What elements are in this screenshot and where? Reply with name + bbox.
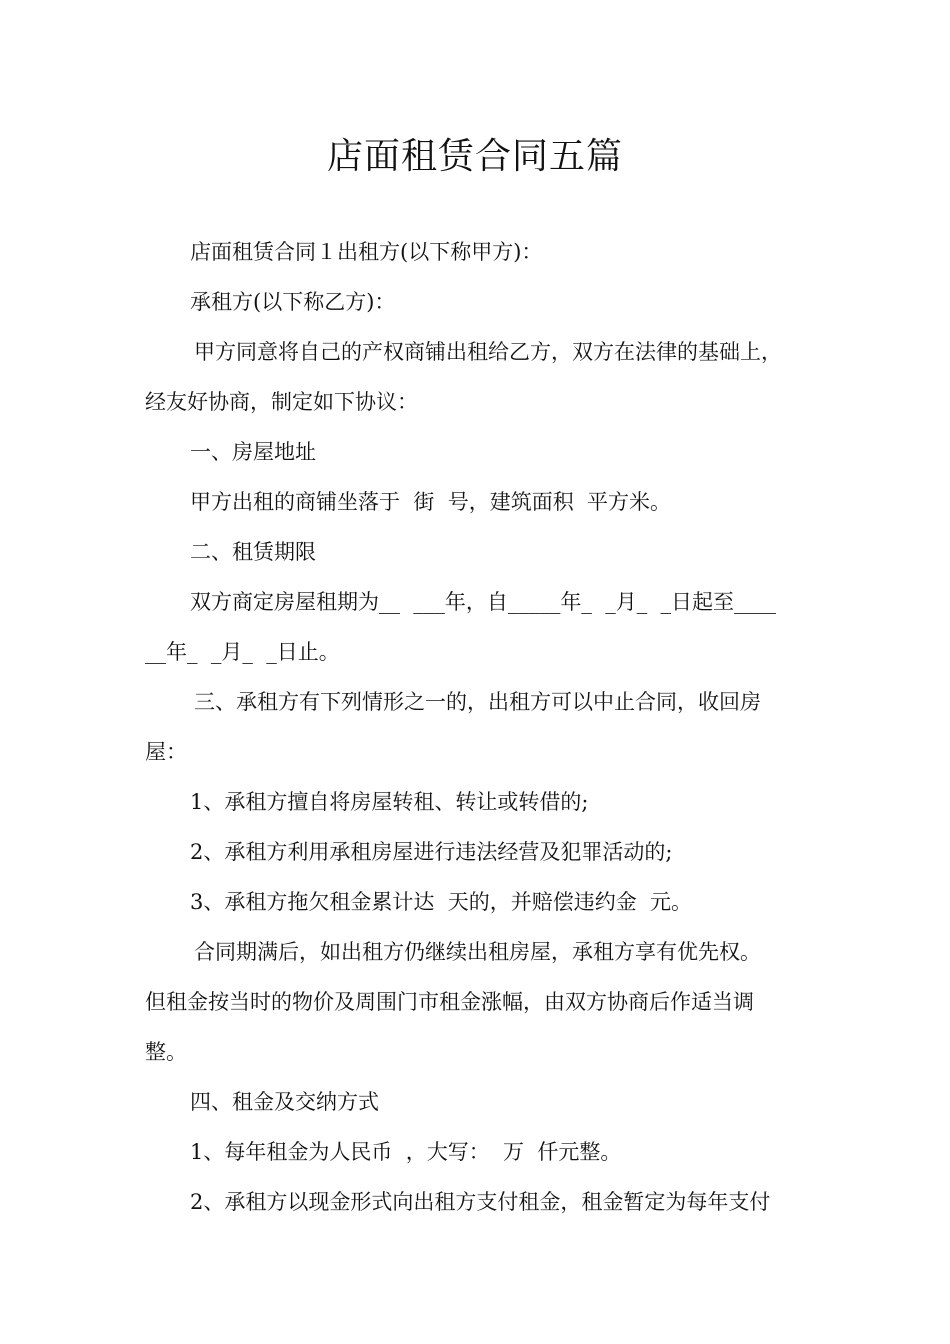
paragraph-line: 屋： [145,740,187,764]
list-item: 3、承租方拖欠租金累计达 天的，并赔偿违约金 元。 [190,890,693,914]
section-heading: 一、房屋地址 [190,440,316,464]
list-item: 2、承租方以现金形式向出租方支付租金，租金暂定为每年支付 [190,1190,771,1214]
paragraph-line: 整。 [145,1040,187,1064]
paragraph-line: __年_ _月_ _日止。 [145,640,340,664]
section-heading: 四、租金及交纳方式 [190,1090,379,1114]
paragraph-line: 甲方出租的商铺坐落于 街 号，建筑面积 平方米。 [190,490,672,514]
list-item: 1、承租方擅自将房屋转租、转让或转借的; [190,790,589,814]
paragraph-line: 经友好协商，制定如下协议： [145,390,418,414]
paragraph-line: 双方商定房屋租期为__ ___年，自_____年_ _月_ _日起至____ [190,590,777,614]
list-item: 2、承租方利用承租房屋进行违法经营及犯罪活动的; [190,840,673,864]
paragraph-line: 但租金按当时的物价及周围门市租金涨幅，由双方协商后作适当调 [145,990,754,1014]
paragraph-line: 合同期满后，如出租方仍继续出租房屋，承租方享有优先权。 [194,940,761,964]
paragraph-line: 承租方(以下称乙方)： [190,290,396,314]
paragraph-line: 甲方同意将自己的产权商铺出租给乙方，双方在法律的基础上， [194,340,782,364]
document-title: 店面租赁合同五篇 [326,136,623,177]
list-item: 1、每年租金为人民币 ，大写： 万 仟元整。 [190,1140,622,1164]
section-heading: 三、承租方有下列情形之一的，出租方可以中止合同，收回房 [194,690,761,714]
section-heading: 二、租赁期限 [190,540,316,564]
paragraph-line: 店面租赁合同１出租方(以下称甲方)： [190,240,543,264]
